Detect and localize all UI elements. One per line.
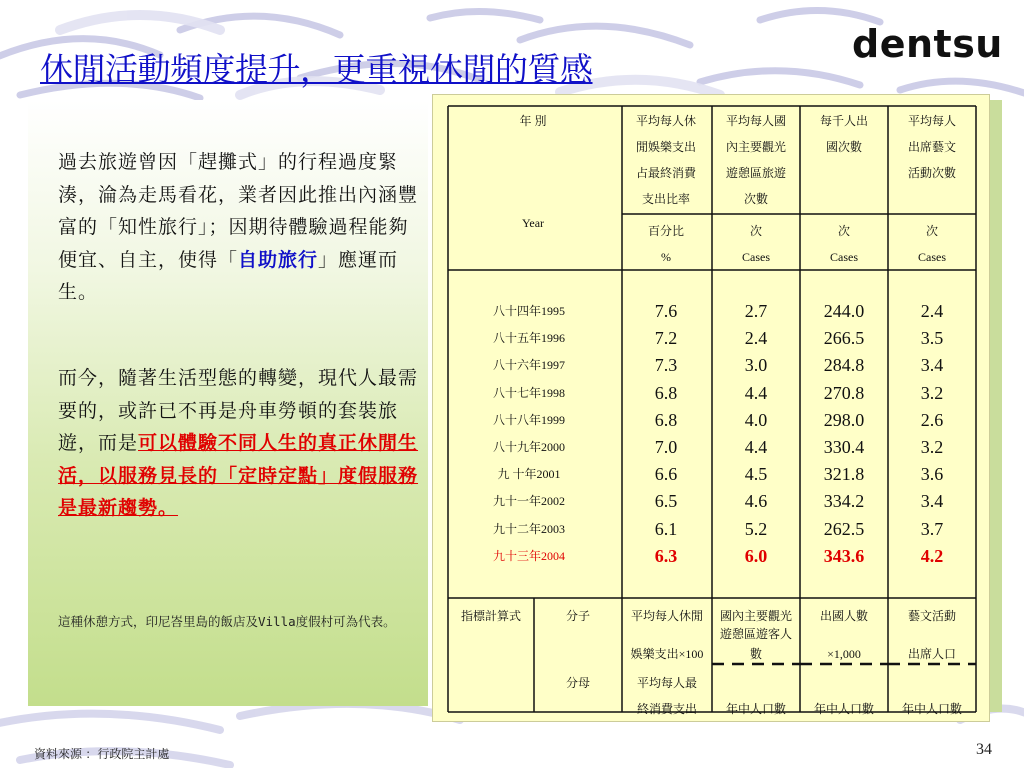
- row-2003-col1: 6.1: [654, 519, 678, 539]
- row-2003-col4: 3.7: [920, 519, 944, 539]
- col4-unit-en: Cases: [918, 250, 946, 264]
- col1-numerator-line1: 平均每人休閒: [630, 609, 703, 623]
- row-2002-col4: 3.4: [920, 491, 944, 511]
- row-1996-col2: 2.4: [744, 328, 768, 348]
- row-1995-col1: 7.6: [654, 301, 678, 321]
- table-panel-shadow: [988, 100, 1002, 712]
- row-2000-col3: 330.4: [823, 437, 865, 457]
- paragraph-2: [58, 362, 420, 525]
- row-1997-year: 八十六年1997: [492, 358, 565, 372]
- col3-header-line1: 每千人出: [819, 114, 868, 128]
- row-2001-col1: 6.6: [654, 464, 678, 484]
- row-1997-col4: 3.4: [920, 355, 944, 375]
- row-2001-col2: 4.5: [744, 464, 768, 484]
- row-1999-col4: 2.6: [920, 410, 944, 430]
- col2-numerator-line2: 遊憩區遊客人: [719, 627, 792, 641]
- col1-header-line4: 支出比率: [641, 192, 690, 206]
- row-2004-col1: 6.3: [654, 546, 678, 566]
- row-2004-col4: 4.2: [920, 546, 944, 566]
- bali-note: 這種休憩方式，印尼峇里島的飯店及Villa度假村可為代表。: [58, 614, 396, 629]
- trend-highlight: 可以體驗不同人生的真正休閒生活，以服務見長的「定時定點」度假服務是最新趨勢。: [58, 432, 419, 519]
- col4-header-line2: 出席藝文: [907, 140, 956, 154]
- numerator-label: 分子: [565, 609, 590, 623]
- paragraph-1-text-b: 」應運而生。: [58, 248, 399, 303]
- col1-unit-zh: 百分比: [647, 224, 684, 238]
- col2-header-line4: 次數: [743, 192, 768, 206]
- row-1996-col4: 3.5: [920, 328, 944, 348]
- col1-header-line2: 閒娛樂支出: [635, 140, 696, 154]
- row-2001-col4: 3.6: [920, 464, 944, 484]
- row-1999-col1: 6.8: [654, 410, 678, 430]
- year-header-zh: 年 別: [519, 114, 547, 128]
- col1-unit-en: %: [661, 250, 671, 264]
- row-2000-year: 八十九年2000: [492, 440, 565, 454]
- col3-numerator-line1: 出國人數: [819, 609, 868, 623]
- col2-unit-en: Cases: [742, 250, 770, 264]
- row-2004-col2: 6.0: [744, 546, 768, 566]
- row-1998-col4: 3.2: [920, 383, 944, 403]
- self-guided-travel-highlight: 自助旅行: [238, 248, 319, 271]
- year-header-en: Year: [521, 216, 545, 230]
- row-2002-col1: 6.5: [654, 491, 678, 511]
- col2-header-line2: 內主要觀光: [725, 140, 786, 154]
- col4-header-line1: 平均每人: [907, 114, 956, 128]
- col2-denominator: 年中人口數: [725, 702, 786, 716]
- row-2004-year: 九十三年2004: [492, 549, 565, 563]
- row-2002-year: 九十一年2002: [492, 494, 565, 508]
- denominator-label: 分母: [565, 676, 590, 690]
- col4-denominator: 年中人口數: [901, 702, 962, 716]
- formula-label: 指標計算式: [460, 609, 521, 623]
- col1-denominator-line1: 平均每人最: [636, 676, 697, 690]
- col2-header-line3: 遊憩區旅遊: [725, 166, 786, 180]
- col1-denominator-line2: 終消費支出: [636, 702, 697, 716]
- row-2003-col2: 5.2: [744, 519, 768, 539]
- row-2002-col3: 334.2: [823, 491, 865, 511]
- row-2003-col3: 262.5: [823, 519, 865, 539]
- col3-denominator: 年中人口數: [813, 702, 874, 716]
- row-1995-col2: 2.7: [744, 301, 768, 321]
- data-source: 資料來源 ：行政院主計處: [34, 747, 170, 761]
- row-1998-year: 八十七年1998: [492, 386, 565, 400]
- row-1997-col3: 284.8: [823, 355, 865, 375]
- col1-numerator-line2: 娛樂支出×100: [630, 647, 704, 661]
- page-number: 34: [976, 741, 992, 758]
- col3-numerator-line2: ×1,000: [827, 647, 861, 661]
- col4-header-line3: 活動次數: [907, 166, 956, 180]
- row-1999-col3: 298.0: [823, 410, 865, 430]
- row-1997-col1: 7.3: [654, 355, 678, 375]
- row-2000-col2: 4.4: [744, 437, 768, 457]
- row-1995-col3: 244.0: [823, 301, 865, 321]
- col2-unit-zh: 次: [749, 224, 762, 238]
- paragraph-2-text-a: 而今，隨著生活型態的轉變，現代人最需要的，或許已不再是舟車勞頓的套裝旅遊，而是: [58, 367, 419, 454]
- row-1998-col1: 6.8: [654, 383, 678, 403]
- row-1996-year: 八十五年1996: [492, 331, 565, 345]
- row-1995-year: 八十四年1995: [492, 304, 565, 318]
- row-1995-col4: 2.4: [920, 301, 944, 321]
- col3-unit-zh: 次: [837, 224, 850, 238]
- col2-header-line1: 平均每人國: [725, 114, 786, 128]
- row-1998-col3: 270.8: [823, 383, 865, 403]
- paragraph-1-text-a: 過去旅遊曾因「趕攤式」的行程過度緊湊，淪為走馬看花，業者因此推出內涵豐富的「知性旅行」；因期待體驗過程能夠便宜、自主，使得「: [58, 151, 419, 271]
- col2-numerator-line3: 數: [749, 647, 762, 661]
- col4-numerator-line2: 出席人口: [907, 647, 956, 661]
- col3-unit-en: Cases: [830, 250, 858, 264]
- col4-numerator-line1: 藝文活動: [907, 609, 956, 623]
- row-2000-col4: 3.2: [920, 437, 944, 457]
- row-2004-col3: 343.6: [823, 546, 865, 566]
- slide-title: 休閒活動頻度提升，更重視休閒的質感: [40, 50, 593, 89]
- col2-numerator-line1: 國內主要觀光: [719, 609, 792, 623]
- row-1997-col2: 3.0: [744, 355, 768, 375]
- col4-unit-zh: 次: [925, 224, 938, 238]
- row-2003-year: 九十二年2003: [492, 522, 565, 536]
- row-1999-col2: 4.0: [744, 410, 768, 430]
- row-2001-year: 九 十年2001: [497, 467, 561, 481]
- row-2002-col2: 4.6: [744, 491, 768, 511]
- leisure-statistics-table: [444, 102, 980, 716]
- row-1999-year: 八十八年1999: [492, 413, 565, 427]
- row-2000-col1: 7.0: [654, 437, 678, 457]
- row-1996-col3: 266.5: [823, 328, 865, 348]
- row-1996-col1: 7.2: [654, 328, 678, 348]
- row-2001-col3: 321.8: [823, 464, 865, 484]
- col1-header-line1: 平均每人休: [635, 114, 696, 128]
- col3-header-line2: 國次數: [825, 140, 862, 154]
- paragraph-1: [58, 146, 420, 309]
- col1-header-line3: 占最終消費: [635, 166, 696, 180]
- row-1998-col2: 4.4: [744, 383, 768, 403]
- dentsu-logo: dentsu: [852, 22, 1003, 66]
